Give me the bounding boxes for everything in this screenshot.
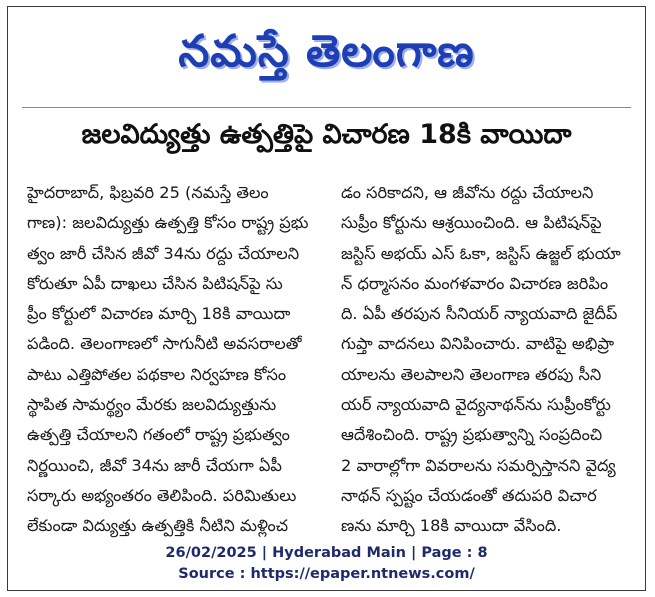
clipping-frame (7, 6, 646, 591)
article-line: సర్కారు అభ్యంతరం తెలిపింది. పరిమితులు (27, 485, 297, 505)
article-line: న్ ధర్మాసనం మంగళవారం విచారణ జరిపిం (341, 273, 609, 293)
article-line: లేకుండా విద్యుత్తు ఉత్పత్తికి నీటిని మళ్లించ (27, 516, 289, 536)
article-line: ఉత్పత్తి చేయాలని గతంలో రాష్ట్ర ప్రభుత్వం (27, 425, 290, 445)
article-line: గాణ): జలవిద్యుత్తు ఉత్పత్తి కోసం రాష్ట్ర ప్రభు (27, 213, 309, 233)
article-line: నిర్ణయించి, జీవో 34ను జారీ చేయగా ఏపీ (27, 455, 282, 475)
article-headline: జలవిద్యుత్తు ఉత్పత్తిపై విచారణ 18కి వాయిదా (81, 119, 572, 150)
article-line: ది. ఏపీ తరపున సీనియర్ న్యాయవాది జైదీప్ (341, 304, 618, 324)
article-line: హైదరాబాద్, ఫిబ్రవరి 25 (నమస్తే తెలం (27, 183, 269, 202)
article-line: యాలను తెలపాలని తెలంగాణ తరపు సీని (341, 364, 602, 384)
article-line: డం సరికాదని, ఆ జీవోను రద్దు చేయాలని (341, 183, 594, 202)
article-line: యర్ న్యాయవాది వైద్యనాథన్‌ను సుప్రీంకోర్టు (341, 395, 611, 415)
article-column-right (341, 178, 637, 542)
newspaper-masthead (8, 17, 645, 87)
article-line: ణను మార్చి 18కి వాయిదా వేసింది. (341, 516, 562, 536)
article-line: గుప్తా వాదనలు వినిపించారు. వాటిపై అభిప్రా (341, 334, 615, 354)
article-line: త్వం జారీ చేసిన జీవో 34ను రద్దు చేయాలని (27, 243, 300, 263)
footer-source: Source : https://epaper.ntnews.com/ (178, 566, 475, 582)
article-line: స్థాపిత సామర్థ్యం మేరకు జలవిద్యుత్తును (27, 395, 277, 415)
article-line: ఆదేశించింది. రాష్ట్ర ప్రభుత్వాన్ని సంప్రదించి (341, 425, 603, 445)
article-line: జస్టిస్ అభయ్ ఎస్ ఓకా, జస్టిస్ ఉజ్జల్ భుయా (341, 243, 621, 263)
article-line: పడింది. తెలంగాణలో సాగునీటి అవసరాలతో (27, 334, 302, 354)
article-line: నాథన్ స్పష్టం చేయడంతో తదుపరి విచార (341, 485, 597, 505)
footer-date-edition: 26/02/2025 | Hyderabad Main | Page : 8 (165, 545, 488, 561)
article-column-left (27, 178, 323, 542)
article-line: పాటు ఎత్తిపోతల పథకాల నిర్వహణ కోసం (27, 364, 287, 384)
article-line: కోరుతూ ఏపీ దాఖలు చేసిన పిటిషన్‌పై సు (27, 273, 283, 293)
masthead-divider (22, 107, 631, 108)
masthead-logo-text: నమస్తే తెలంగాణ (178, 26, 475, 77)
article-line: ప్రీం కోర్టులో విచారణ మార్చి 18కి వాయిదా (27, 304, 291, 324)
article-line: సుప్రీం కోర్టును ఆశ్రయించింది. ఆ పిటిషన్‌పై (341, 213, 602, 233)
article-line: 2 వారాల్లోగా వివరాలను సమర్పిస్తానని వైద్య (341, 455, 616, 475)
clipping-footer (8, 543, 645, 585)
